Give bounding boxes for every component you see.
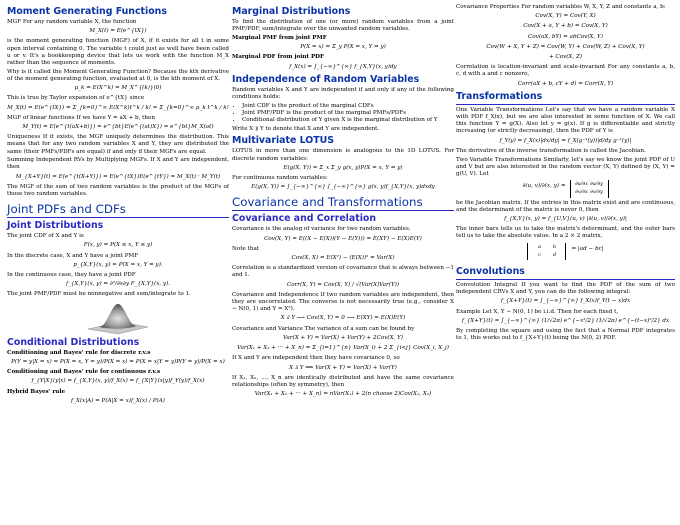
paragraph: Covariance Properties For random variables W, X, Y, Z and constants a, b:	[456, 4, 666, 10]
paragraph: In the continuous case, they have a joint PDF	[7, 272, 136, 279]
matrix-grid	[527, 243, 566, 260]
equation: Cov(aX, bY) = abCov(X, Y)	[528, 33, 603, 40]
divider	[7, 217, 229, 218]
list-item: • Conditional distribution of Y given X is the marginal distribution of Y	[242, 117, 454, 124]
equation: Cov(X, Y) = Cov(Y, X)	[535, 13, 596, 20]
equation: M_X(t) = E(e^{tX})	[89, 28, 147, 35]
matrix-entry: ∂v/∂y	[590, 189, 603, 196]
equation: f_X(x) = ∫_{−∞}^{∞} f_{X,Y}(x, y)dy	[289, 63, 397, 70]
equation: μ_k = E(X^k) = M_X^{(k)}(0)	[74, 85, 162, 92]
equation: X ⫫ Y ⟶ Cov(X, Y) = 0 ⟶ E(XY) = E(X)E(Y)	[280, 315, 406, 322]
paragraph: be the Jacobian matrix. If the entries in this matrix exist and are continuous, and the determinant of the matrix is never 0, then	[456, 199, 675, 213]
section-title-convolutions: Convolutions	[456, 265, 525, 277]
equation: Var(X₁ + X₂ + ··· + X_n) = Σ_{i=1}^{n} Var(X_i) + 2 Σ_{i<j} Cov(X_i, X_j)	[237, 345, 449, 352]
paragraph: Why is it called the Moment Generating Function? Because the kth derivative of the moment generating function, evaluated at 0, is the kth moment of X.	[7, 68, 229, 82]
equation: f_{Y|X}(y|x) = f_{X,Y}(x, y)/f_X(x) = f_{X|Y}(x|y)f_Y(y)/f_X(x)	[31, 378, 205, 385]
paragraph: To find the distribution of one (or more) random variables from a joint PMF/PDF, sum/integrate over the unwanted random variables.	[232, 19, 454, 33]
divider	[232, 210, 454, 211]
determinant-example	[456, 243, 675, 260]
equation: P(X = x) = Σ_y P(X = x, Y = y)	[300, 44, 386, 51]
jacobian-matrix	[456, 180, 675, 197]
subsection-title: Covariance and Correlation	[232, 213, 377, 225]
equation: Cov(W + X, Y + Z) = Cov(W, Y) + Cov(W, Z) + Cov(X, Y)	[486, 43, 645, 50]
equation: F(x, y) = P(X ≤ x, Y ≤ y)	[83, 242, 153, 249]
equation: M_X(t) = E(e^{tX}) = Σ_{k=0}^∞ E(X^k)t^k / k! = Σ_{k=0}^∞ μ_k t^k / k!	[7, 104, 229, 111]
matrix-entry: d	[552, 251, 557, 258]
paragraph: The inner bars tells us to take the matrix's determinant, and the outer bars tell us to take the absolute value. In a 2 × 2 matrix,	[456, 226, 675, 240]
condition-list	[242, 103, 454, 125]
equation: Var(X + Y) = Var(X) + Var(Y) + 2Cov(X, Y)	[283, 334, 403, 341]
paragraph: Uniqueness If it exists, the MGF uniquely determines the distribution. This means that for any two random variables X and Y, they are distributed the same (their PMFs/PDFs are equal) if and only if their MGFs are equal.	[7, 134, 229, 155]
paragraph: Convolution Integral If you want to find the PDF of the sum of two independent CRVs X and Y, you can do the following integral:	[456, 281, 675, 296]
paragraph: Conditioning and Bayes' rule for continuous r.v.s	[7, 369, 161, 376]
paragraph: The derivative of the inverse transformation is called the Jacobian.	[456, 147, 646, 154]
paragraph: The MGF of the sum of two random variables is the product of the MGFs of those two random variables.	[7, 183, 229, 198]
determinant-result: = |ad − bc|	[571, 245, 604, 252]
divider	[456, 104, 675, 105]
paragraph: By completing the square and using the fact that a Normal PDF integrates to 1, this works out to f_{X+Y}(t) being the N(0, 2) PDF.	[456, 328, 675, 342]
equation: f_X(x|A) = P(A|X = x)f_X(x) / P(A)	[71, 397, 165, 404]
equation: f_{X,Y}(x, y) = ∂²/∂x∂y F_{X,Y}(x, y).	[65, 281, 171, 288]
section-title-lotus: Multivariate LOTUS	[232, 135, 334, 147]
paragraph: For continuous random variables:	[232, 175, 328, 182]
equation: X ⫫ Y ⟹ Var(X + Y) = Var(X) + Var(Y)	[289, 364, 397, 371]
paragraph: In the discrete case, X and Y have a joint PMF	[7, 252, 139, 259]
column-1	[7, 4, 229, 408]
paragraph: Hybrid Bayes' rule	[7, 388, 66, 395]
column-2	[232, 4, 454, 401]
subsection-title: Joint Distributions	[7, 220, 104, 232]
paragraph: Marginal PDF from joint PDF	[232, 54, 324, 61]
equation: f_Y(y) = f_X(x)|dx/dy| = f_X(g⁻¹(y))|d/dy g⁻¹(y)|	[499, 137, 632, 144]
section-title-covariance: Covariance and Transformations	[232, 195, 423, 210]
equation: Cov(X, X) = E(X²) − (E(X))² = Var(X)	[291, 255, 395, 262]
column-3	[456, 4, 675, 344]
paragraph: Covariance and Independence If two random variables are independent, then they are uncorrelated. The converse is not necessarily true (e.g., consider X ∼ N(0, 1) and Y = X²).	[232, 291, 454, 313]
section-title-transformations: Transformations	[456, 90, 543, 102]
section-title-independence: Independence of Random Variables	[232, 73, 420, 85]
equation: f_{X+Y}(t) = ∫_{−∞}^{∞} (1/√2π) e^{−x²/2} (1/√2π) e^{−(t−x)²/2} dx	[461, 317, 670, 324]
paragraph: Conditioning and Bayes' rule for discrete r.v.s	[7, 349, 151, 356]
equation: Corr(X, Y) = Cov(X, Y) / √(Var(X)Var(Y))	[286, 281, 400, 288]
paragraph: MGF For any random variable X, the function	[7, 19, 137, 25]
equation: P(Y = y|X = x) = P(X = x, Y = y)/P(X = x) = P(X = x|Y = y)P(Y = y)/P(X = x)	[11, 358, 225, 365]
list-item: • Joint PMF/PDF is the product of the marginal PMFs/PDFs	[242, 110, 454, 117]
paragraph: The joint CDF of X and Y is	[7, 233, 84, 240]
paragraph: LOTUS in more than one dimension is analogous to the 1D LOTUS. For discrete random variables:	[232, 148, 454, 162]
equation: Var(X₁ + X₂ + ··· + X_n) = nVar(X₁) + 2(n choose 2)Cov(X₁, X₂)	[254, 391, 432, 398]
paragraph: Two Variable Transformations Similarly, let's say we know the joint PDF of U and V but are also interested in the random vector (X, Y) defined by (X, Y) = g(U, V). Let	[456, 156, 675, 177]
equation: M_{X+Y}(t) = E(e^{t(X+Y)}) = E(e^{tX})E(e^{tY}) = M_X(t) · M_Y(t)	[15, 173, 221, 180]
matrix-entry: ∂u/∂y	[590, 181, 603, 188]
paragraph: This is true by Taylor expansion of e^{tX} since	[7, 95, 145, 102]
paragraph: Random variables X and Y are independent if and only if any of the following conditions holds:	[232, 86, 454, 100]
paragraph: If X₁, X₂, ..., X_n are identically distributed and have the same covariance relationships (often by symmetry), then	[232, 374, 454, 388]
equation: f_{X+Y}(t) = ∫_{−∞}^{∞} f_X(x)f_Y(t − x)dx	[500, 298, 631, 305]
paragraph: Note that	[232, 245, 260, 252]
jacobian-label: ∂(u, v)/∂(x, y) =	[522, 183, 566, 190]
section-title-joint: Joint PDFs and CDFs	[7, 202, 126, 217]
matrix-entry: ∂u/∂x	[575, 181, 588, 188]
equation: + Cov(X, Z)	[548, 54, 583, 61]
equation: p_{X,Y}(x, y) = P(X = x, Y = y).	[73, 261, 163, 268]
section-title-marginal: Marginal Distributions	[232, 6, 351, 17]
paragraph: Summing Independent RVs by Multiplying MGFs. If X and Y are independent, then	[7, 157, 229, 171]
paragraph: Covariance and Variance The variance of a sum can be found by	[232, 325, 415, 332]
paragraph: is the moment generating function (MGF) of X, if it exists for all t in some open interval containing 0. The variable t could just as well have been called u or v. It's a bookkeeping device that lets us work with the function M_X rather than the sequence of moments.	[7, 38, 229, 67]
paragraph: Covariance is the analog of variance for two random variables.	[232, 226, 411, 233]
paragraph: Write X ⫫ Y to denote that X and Y are independent.	[232, 126, 380, 133]
equation: Cov(X, Y) = E((X − E(X))(Y − E(Y))) = E(XY) − E(X)E(Y)	[264, 235, 422, 242]
bivariate-density-illustration	[7, 301, 229, 335]
equation: f_{X,Y}(x, y) = f_{U,V}(u, v) |∂(u, v)/∂(x, y)|	[504, 215, 627, 222]
equation: Corr(aX + b, cY + d) = Corr(X, Y)	[517, 80, 614, 87]
equation: M_Y(t) = E(e^{t(aX+b)}) = e^{bt}E(e^{(at)X}) = e^{bt}M_X(at)	[22, 123, 214, 130]
paragraph: If X and Y are independent then they have covariance 0, so	[232, 355, 400, 362]
equation: E(g(X, Y)) = ∫_{−∞}^{∞} ∫_{−∞}^{∞} g(x, y)f_{X,Y}(x, y)dxdy	[251, 184, 435, 191]
paragraph: Correlation is a standardized version of covariance that is always between −1 and 1.	[232, 265, 454, 279]
paragraph: Correlation is location-invariant and scale-invariant For any constants a, b, c, d with a and c nonzero,	[456, 64, 675, 78]
paragraph: Marginal PMF from joint PMF	[232, 34, 327, 41]
paragraph: The joint PMF/PDF must be nonnegative and sum/integrate to 1.	[7, 291, 191, 298]
matrix-entry: c	[538, 251, 541, 258]
paragraph: One Variable Transformations Let's say that we have a random variable X with PDF f_X(x), but we are also interested in some function of X. We call this function Y = g(X). Also let y = g(x). If g is differentiable and strictly increasing (or strictly decreasing), then the PDF of Y is	[456, 106, 675, 135]
paragraph: Example Let X, Y ∼ N(0, 1) be i.i.d. Then for each fixed t,	[456, 308, 619, 315]
list-item: • Joint CDF is the product of the marginal CDFs	[242, 103, 454, 110]
matrix-grid	[570, 180, 609, 197]
matrix-entry: a	[537, 243, 541, 250]
matrix-entry: b	[552, 243, 557, 250]
equation: Cov(X + a, Y + b) = Cov(X, Y)	[523, 23, 608, 30]
divider	[456, 279, 675, 280]
paragraph: MGF of linear functions If we have Y = aX + b, then	[7, 114, 155, 121]
equation: E(g(X, Y)) = Σ_x Σ_y g(x, y)P(X = x, Y = y)	[283, 164, 403, 171]
subsection-title: Conditional Distributions	[7, 336, 140, 348]
section-title-mgf: Moment Generating Functions	[7, 6, 167, 17]
matrix-entry: ∂v/∂x	[575, 189, 588, 196]
